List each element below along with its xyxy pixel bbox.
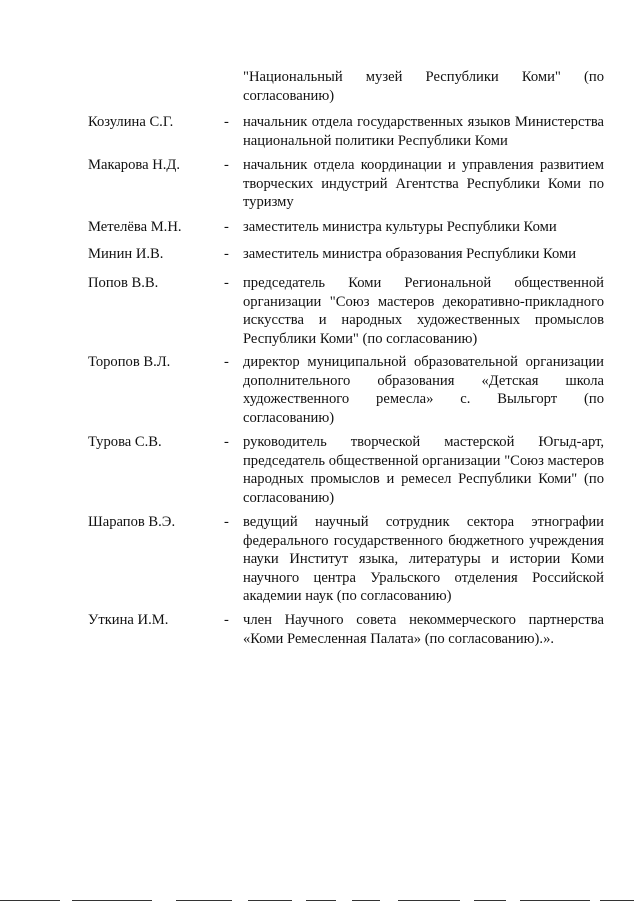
member-role: директор муниципальной образовательной организации дополнительного образования «Детская школа художественного ремесла» с. Выльгорт (по согласованию) bbox=[243, 354, 604, 426]
member-role: член Научного совета некоммерческого партнерства «Коми Ремесленная Палата» (по согласованию).». bbox=[243, 612, 604, 647]
member-role: заместитель министра культуры Республики Коми bbox=[243, 219, 557, 235]
member-dash: - bbox=[224, 354, 229, 370]
member-name: Макарова Н.Д. bbox=[88, 157, 181, 173]
member-name: Метелёва М.Н. bbox=[88, 219, 182, 235]
member-name: Торопов В.Л. bbox=[88, 354, 171, 370]
member-dash: - bbox=[224, 434, 229, 450]
member-dash: - bbox=[224, 275, 229, 291]
member-dash: - bbox=[224, 114, 229, 130]
continuation-text: "Национальный музей Республики Коми" (по согласованию) bbox=[243, 69, 604, 104]
member-role: ведущий научный сотрудник сектора этнографии федерального государственного бюджетного учреждения науки Институт языка, литературы и истории Коми научного центра Уральского отделения Российской академии наук (по согласованию) bbox=[243, 514, 604, 604]
member-role: руководитель творческой мастерской Югыд-арт, председатель общественной организации "Союз мастеров народных промыслов и ремесел Республики Коми" (по согласованию) bbox=[243, 434, 604, 506]
member-dash: - bbox=[224, 157, 229, 173]
member-role: заместитель министра образования Республики Коми bbox=[243, 246, 577, 262]
member-name: Козулина С.Г. bbox=[88, 114, 174, 130]
member-role: начальник отдела государственных языков Министерства национальной политики Республики Коми bbox=[243, 114, 604, 149]
member-dash: - bbox=[224, 246, 229, 262]
member-dash: - bbox=[224, 612, 229, 628]
member-name: Попов В.В. bbox=[88, 275, 159, 291]
member-name: Уткина И.М. bbox=[88, 612, 169, 628]
member-role: начальник отдела координации и управления развитием творческих индустрий Агентства Республики Коми по туризму bbox=[243, 157, 604, 210]
member-dash: - bbox=[224, 514, 229, 530]
member-role: председатель Коми Региональной общественной организации "Союз мастеров декоративно-прикладного искусства и народных художественных промыслов Республики Коми" (по согласованию) bbox=[243, 275, 604, 347]
member-name: Шарапов В.Э. bbox=[88, 514, 176, 530]
member-name: Турова С.В. bbox=[88, 434, 162, 450]
scan-footer-line bbox=[0, 900, 640, 902]
member-name: Минин И.В. bbox=[88, 246, 164, 262]
member-dash: - bbox=[224, 219, 229, 235]
